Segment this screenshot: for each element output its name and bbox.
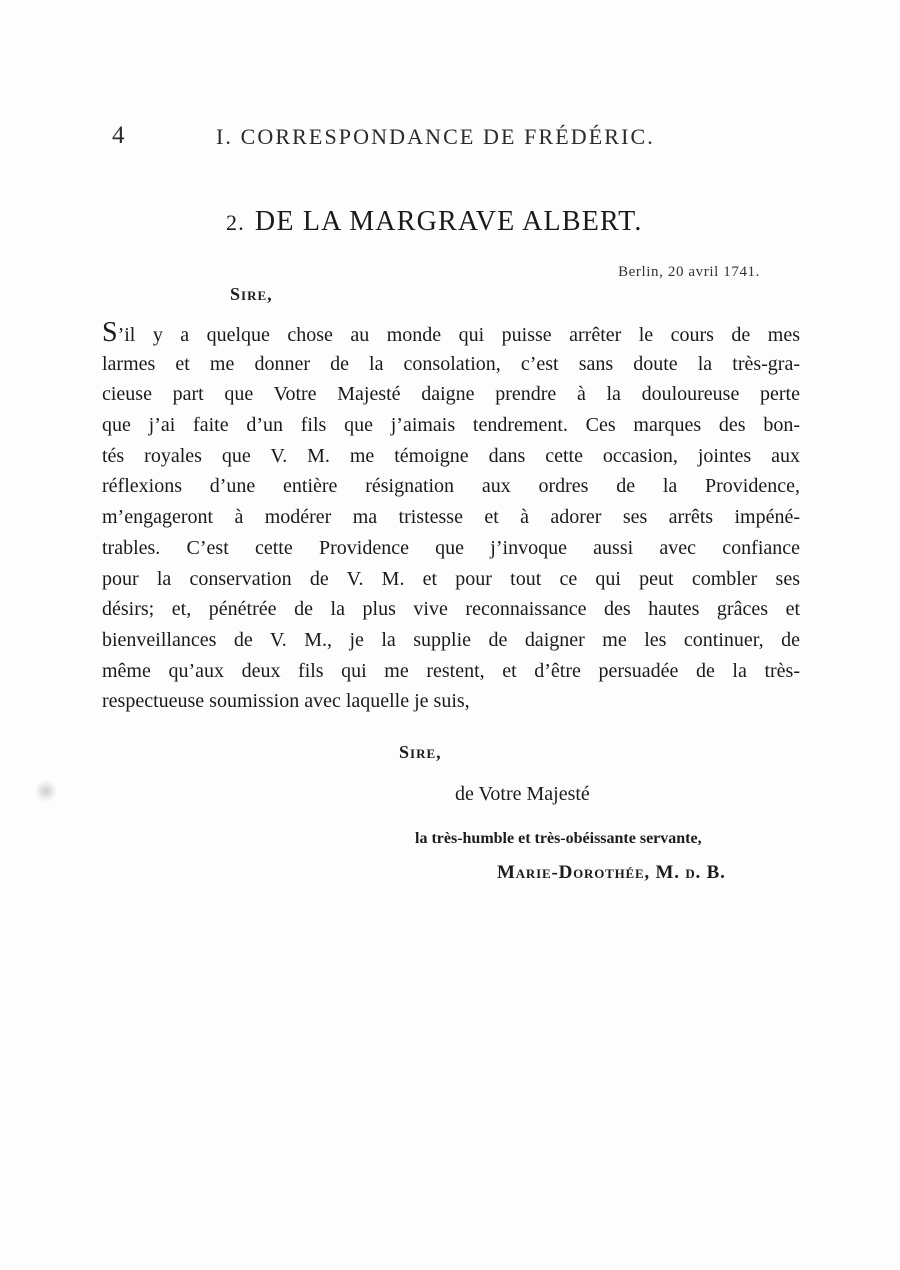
dropcap: S <box>102 317 118 348</box>
body-line: respectueuse soumission avec laquelle je suis, <box>102 690 470 713</box>
body-line: cieuse part que Votre Majesté daigne prendre à la douloureuse perte <box>102 383 800 406</box>
section-title: DE LA MARGRAVE ALBERT. <box>254 206 643 237</box>
signature: Marie-Dorothée, M. d. B. <box>497 862 726 883</box>
body-line: larmes et me donner de la consolation, c’est sans doute la très-gra- <box>102 352 800 375</box>
letter-body <box>102 318 800 717</box>
closing-formula: de Votre Majesté <box>455 783 590 805</box>
body-line: bienveillances de V. M., je la supplie de daigner me les continuer, de <box>102 628 800 651</box>
servant-line: la très-humble et très-obéissante servante, <box>415 830 702 847</box>
running-head <box>112 122 712 156</box>
page-number: 4 <box>112 122 125 149</box>
section-heading <box>226 206 726 238</box>
body-line: désirs; et, pénétrée de la plus vive reconnaissance des hautes grâces et <box>102 598 800 621</box>
running-title: I. CORRESPONDANCE DE FRÉDÉRIC. <box>216 124 655 149</box>
body-line: trables. C’est cette Providence que j’invoque aussi avec confiance <box>102 536 800 559</box>
body-line: réflexions d’une entière résignation aux ordres de la Providence, <box>102 475 800 498</box>
salutation: Sire, <box>230 284 273 304</box>
ink-smudge <box>36 780 56 802</box>
body-line: pour la conservation de V. M. et pour tout ce qui peut combler ses <box>102 567 800 590</box>
closing-salutation: Sire, <box>399 742 442 762</box>
body-line: m’engageront à modérer ma tristesse et à adorer ses arrêts impéné- <box>102 506 800 529</box>
dateline: Berlin, 20 avril 1741. <box>618 264 760 280</box>
body-line: S’il y a quelque chose au monde qui puisse arrêter le cours de mes <box>102 317 800 348</box>
body-line: que j’ai faite d’un fils que j’aimais tendrement. Ces marques des bon- <box>102 414 800 437</box>
section-number: 2. <box>226 210 245 235</box>
body-line: tés royales que V. M. me témoigne dans cette occasion, jointes aux <box>102 444 800 467</box>
body-line: même qu’aux deux fils qui me restent, et d’être persuadée de la très- <box>102 659 800 682</box>
